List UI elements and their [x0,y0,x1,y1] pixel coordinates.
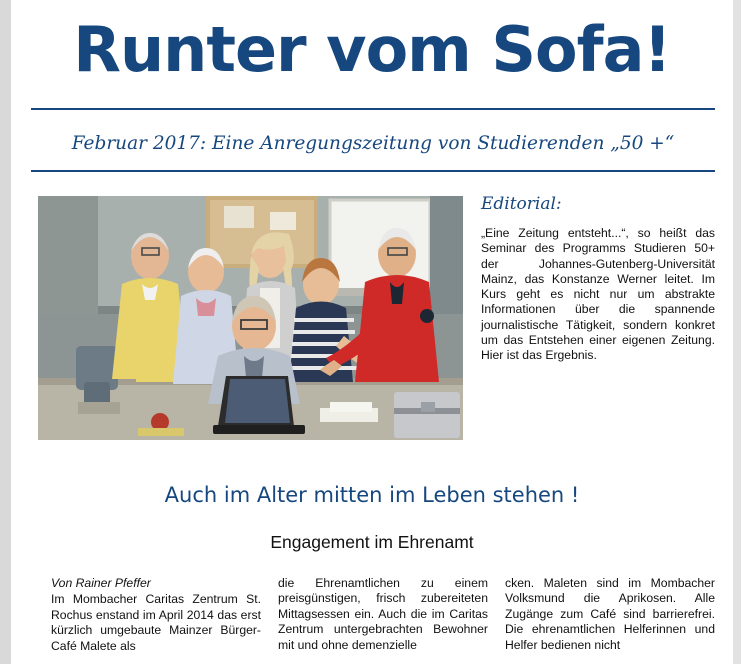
editorial-body: „Eine Zeitung entsteht...“, so heißt das Seminar des Programms Studieren 50+ der Johannes-Gutenberg-Universität Mainz, das Konstanze Werner leitet. Im Kurs geht es nicht nur um abstrakte Informationen über die spannende journalistische Tätigkeit, sondern konkret um das Entstehen einer eigenen Zeitung. Hier ist das Ergebnis. [481,226,715,363]
editorial-block [481,194,715,364]
article-byline: Von Rainer Pfeffer [51,576,151,590]
page-edge-left [0,0,11,664]
article-column-2 [278,576,488,654]
article-column-2-text: die Ehrenamtlichen zu einem preisgünstigen, frisch zubereiteten Mittagsessen ein. Auch die im Caritas Zentrum untergebrachten Bewohner mit und ohne demenzielle [278,576,488,652]
article-column-1-text: Im Mombacher Caritas Zentrum St. Rochus enstand im April 2014 das erst kürzlich umgebaute Mainzer Bürger-Café Malete als [51,592,261,653]
masthead-subtitle [31,118,715,168]
seminar-group-photo [38,196,463,440]
article-columns [51,576,715,654]
divider-bottom [31,170,715,172]
page-edge-right [733,0,741,664]
editorial-title: Editorial: [481,194,562,214]
article-column-1 [51,576,261,654]
article-column-3 [505,576,715,654]
divider-top [31,108,715,110]
page-title: Runter vom Sofa! [73,13,671,86]
masthead [11,0,733,100]
article-column-3-text: cken. Maleten sind im Mombacher Volksmund die Aprikosen. Alle Zugänge zum Café sind barrierefrei. Die ehrenamtlichen Helferinnen und Helfer bedienen nicht [505,576,715,652]
article-headline: Auch im Alter mitten im Leben stehen ! [164,483,580,507]
article-subhead: Engagement im Ehrenamt [270,532,474,552]
page-content [11,0,733,664]
masthead-subtitle-text: Februar 2017: Eine Anregungszeitung von Studierenden „50 +“ [71,132,675,154]
